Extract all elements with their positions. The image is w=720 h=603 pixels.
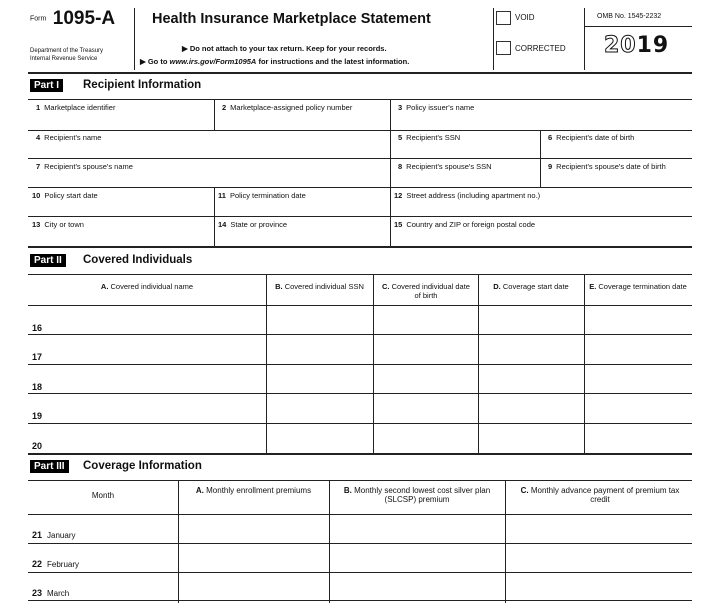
col-letter: A. — [100, 282, 109, 291]
field-num: 2 — [222, 103, 227, 112]
instruction-prefix: ▶ Go to — [140, 57, 170, 66]
p2-col-a — [28, 282, 266, 291]
row-month: March — [47, 589, 70, 598]
field-num: 6 — [548, 133, 553, 142]
corrected-checkbox[interactable] — [496, 41, 511, 55]
field-12[interactable] — [394, 191, 540, 200]
field-num: 7 — [36, 162, 41, 171]
field-num: 4 — [36, 133, 41, 142]
p2-col-c — [380, 282, 472, 300]
field-label: Recipient's spouse's name — [44, 162, 133, 171]
field-num: 9 — [548, 162, 553, 171]
form-title: Health Insurance Marketplace Statement — [152, 11, 431, 27]
corrected-label: CORRECTED — [515, 44, 566, 53]
col-letter: C. — [520, 486, 529, 495]
field-15[interactable] — [394, 220, 535, 229]
field-2[interactable] — [222, 103, 352, 112]
tax-year — [604, 33, 669, 58]
part3-tag: Part III — [30, 460, 69, 473]
field-label: Marketplace identifier — [44, 103, 116, 112]
field-num: 14 — [218, 220, 227, 229]
col-label: Covered individual SSN — [284, 282, 364, 291]
p3-col-a — [178, 486, 329, 495]
field-num: 13 — [32, 220, 41, 229]
row-19-num: 19 — [32, 411, 43, 421]
instruction-line-1: ▶ Do not attach to your tax return. Keep for your records. — [182, 44, 387, 53]
field-num: 3 — [398, 103, 403, 112]
form-id-block — [30, 8, 115, 30]
field-label: State or province — [230, 220, 288, 229]
row-num: 23 — [32, 588, 43, 598]
row-16-num: 16 — [32, 323, 43, 333]
p2-col-d — [478, 282, 584, 291]
form-number: 1095-A — [52, 8, 116, 29]
field-14[interactable] — [218, 220, 287, 229]
part1-title: Recipient Information — [83, 79, 202, 91]
col-label: Monthly second lowest cost silver plan (SLCSP) premium — [354, 486, 491, 504]
field-label: Street address (including apartment no.) — [406, 191, 541, 200]
col-label: Monthly enrollment premiums — [206, 486, 312, 495]
field-label: Recipient's name — [44, 133, 102, 142]
field-num: 12 — [394, 191, 403, 200]
field-label: Recipient's date of birth — [556, 133, 635, 142]
field-4[interactable] — [36, 133, 101, 142]
field-label: Policy issuer's name — [406, 103, 475, 112]
field-1[interactable] — [36, 103, 115, 112]
field-num: 10 — [32, 191, 41, 200]
row-23 — [32, 588, 69, 598]
tax-year-suffix: 19 — [636, 33, 670, 58]
field-label: City or town — [44, 220, 84, 229]
row-18-num: 18 — [32, 382, 43, 392]
field-num: 5 — [398, 133, 403, 142]
irs-url: www.irs.gov/Form1095A — [169, 57, 257, 66]
col-letter: B. — [343, 486, 352, 495]
field-10[interactable] — [32, 191, 98, 200]
row-21 — [32, 530, 75, 540]
p3-col-b — [331, 486, 503, 504]
field-label: Policy start date — [44, 191, 98, 200]
field-num: 15 — [394, 220, 403, 229]
col-label: Monthly advance payment of premium tax credit — [530, 486, 680, 504]
void-label: VOID — [515, 13, 535, 22]
field-label: Policy termination date — [229, 191, 306, 200]
instruction-suffix: for instructions and the latest information. — [256, 57, 410, 66]
part2-title: Covered Individuals — [83, 254, 193, 266]
void-checkbox[interactable] — [496, 11, 511, 25]
row-month: February — [47, 560, 80, 569]
col-letter: D. — [493, 282, 501, 291]
omb-number: OMB No. 1545-2232 — [597, 13, 662, 20]
p3-col-month: Month — [91, 491, 115, 500]
field-label: Recipient's spouse's date of birth — [556, 162, 666, 171]
tax-year-prefix: 20 — [604, 33, 637, 58]
field-11[interactable] — [218, 191, 306, 200]
dept-line2: Internal Revenue Service — [30, 56, 98, 62]
p3-col-c — [515, 486, 685, 504]
part1-tag: Part I — [30, 79, 63, 92]
p2-col-b — [266, 282, 373, 291]
field-6[interactable] — [548, 133, 634, 142]
col-label: Covered individual name — [110, 282, 194, 291]
col-letter: C. — [382, 282, 390, 291]
row-20-num: 20 — [32, 441, 43, 451]
field-5[interactable] — [398, 133, 460, 142]
row-num: 22 — [32, 559, 43, 569]
field-label: Recipient's SSN — [406, 133, 461, 142]
field-13[interactable] — [32, 220, 84, 229]
p2-col-e — [584, 282, 692, 291]
row-num: 21 — [32, 530, 43, 540]
col-letter: E. — [589, 282, 597, 291]
part2-tag: Part II — [30, 254, 66, 267]
field-9[interactable] — [548, 162, 666, 171]
row-22 — [32, 559, 79, 569]
instruction-line-2 — [140, 57, 409, 66]
col-label: Coverage termination date — [598, 282, 687, 291]
field-label: Country and ZIP or foreign postal code — [406, 220, 536, 229]
field-num: 1 — [36, 103, 41, 112]
field-label: Recipient's spouse's SSN — [406, 162, 492, 171]
col-label: Covered individual date of birth — [391, 282, 470, 300]
field-3[interactable] — [398, 103, 474, 112]
field-num: 8 — [398, 162, 403, 171]
form-prefix: Form — [30, 15, 47, 23]
col-letter: B. — [275, 282, 283, 291]
field-7[interactable] — [36, 162, 133, 171]
field-label: Marketplace-assigned policy number — [230, 103, 353, 112]
field-num: 11 — [218, 191, 226, 200]
col-letter: A. — [195, 486, 204, 495]
part3-title: Coverage Information — [83, 460, 202, 472]
col-label: Coverage start date — [502, 282, 569, 291]
row-month: January — [47, 531, 76, 540]
dept-line1: Department of the Treasury — [30, 48, 104, 54]
row-17-num: 17 — [32, 352, 43, 362]
field-8[interactable] — [398, 162, 492, 171]
